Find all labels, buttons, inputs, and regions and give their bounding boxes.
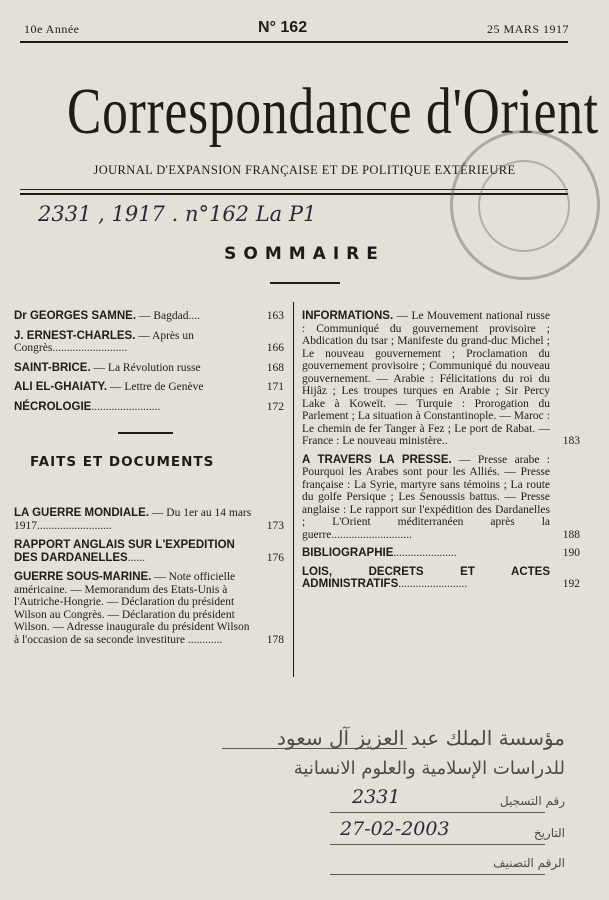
sommaire-heading: SOMMAIRE (224, 244, 385, 264)
left-column (14, 310, 284, 420)
toc-entry: RAPPORT ANGLAIS SUR L'EXPEDITION DES DARDANELLES...... 176 (14, 539, 284, 564)
stamp-date-line (330, 844, 545, 845)
toc-entry: LA GUERRE MONDIALE. — Du 1er au 14 mars 1917.......................... 173 (14, 507, 284, 532)
toc-entry: LOIS, DECRETS ET ACTES ADMINISTRATIFS........................ 192 (302, 565, 580, 590)
toc-entry: GUERRE SOUS-MARINE. — Note officielle américaine. — Memorandum des Etats-Unis à l'Autriche-Hongrie. — Déclaration du président Wilson au Congrès. — Déclaration du président Wilson. — Adresse inaugurale du président Wilson à l'occasion de sa seconde investiture ............ 178 (14, 571, 284, 646)
left-section-rule (118, 432, 173, 434)
faits-heading: FAITS ET DOCUMENTS (30, 454, 215, 470)
toc-entry: ALI EL-GHAIATY. — Lettre de Genève 171 (14, 381, 284, 393)
faits-column (14, 507, 284, 653)
header-rule (20, 41, 568, 43)
toc-entry: J. ERNEST-CHARLES. — Après un Congrès.......................... 166 (14, 329, 284, 354)
column-divider (293, 302, 294, 677)
stamp-reg-label: رقم التسجيل (499, 794, 565, 808)
right-column (302, 310, 580, 597)
toc-entry: Dr GEORGES SAMNE. — Bagdad.... 163 (14, 310, 284, 322)
stamp-class-label: الرقم التصنيف (493, 856, 565, 870)
stamp-date-value: 27-02-2003 (340, 818, 450, 840)
masthead-title: Correspondance d'Orient (66, 75, 599, 148)
toc-entry: A TRAVERS LA PRESSE. — Presse arabe : Pourquoi les Arabes sont pour les Alliés. — Presse française : La Syrie, martyre sans témoins ; La route du golfe Persique ; Les Senoussis battus. — Presse anglaise : Le rapport sur l'expédition des Dardanelles ; L'Orient méditerranéen après la guerre............................ 188 (302, 453, 580, 541)
stamp-reg-value: 2331 (352, 786, 401, 808)
issue-date: 25 MARS 1917 (486, 22, 569, 36)
toc-entry: NÉCROLOGIE........................ 172 (14, 400, 284, 413)
handwritten-reference: 2331 , 1917 . n°162 La P1 (38, 202, 317, 226)
library-stamp-inner (478, 160, 570, 252)
volume-label: 10e Année (24, 22, 80, 36)
stamp-institution: مؤسسة الملك عبد العزيز آل سعود (277, 726, 565, 750)
toc-entry: INFORMATIONS. — Le Mouvement national russe : Communiqué du gouvernement provisoire ; Abdication du tsar ; Manifeste du grand-duc Michel ; Le nouveau gouvernement ; Proclamation du gouvernement provisoire ; Communiqué du nouveau gouvernement. — Arabie : Félicitations du roi du Hijâz ; Les troupes turques en Arabie ; Sir Percy Lake à Koweït. — Turquie : Prorogation du Parlement ; La situation à Constantinople. — Maroc : Le chemin de fer Tanger à Fez ; Le port de Rabat. — France : Le nouveau ministère.. 183 (302, 310, 580, 447)
stamp-reg-line (330, 812, 545, 813)
sommaire-rule (270, 282, 340, 284)
toc-entry: SAINT-BRICE. — La Révolution russe 168 (14, 361, 284, 374)
stamp-institution-sub: للدراسات الإسلامية والعلوم الانسانية (293, 758, 565, 779)
stamp-date-label: التاريخ (533, 826, 565, 840)
masthead-subtitle: JOURNAL D'EXPANSION FRANÇAISE ET DE POLITIQUE EXTÉRIEURE (93, 163, 516, 177)
toc-entry: BIBLIOGRAPHIE...................... 190 (302, 547, 580, 559)
issue-number: N° 162 (258, 19, 308, 36)
stamp-class-line (330, 874, 545, 875)
